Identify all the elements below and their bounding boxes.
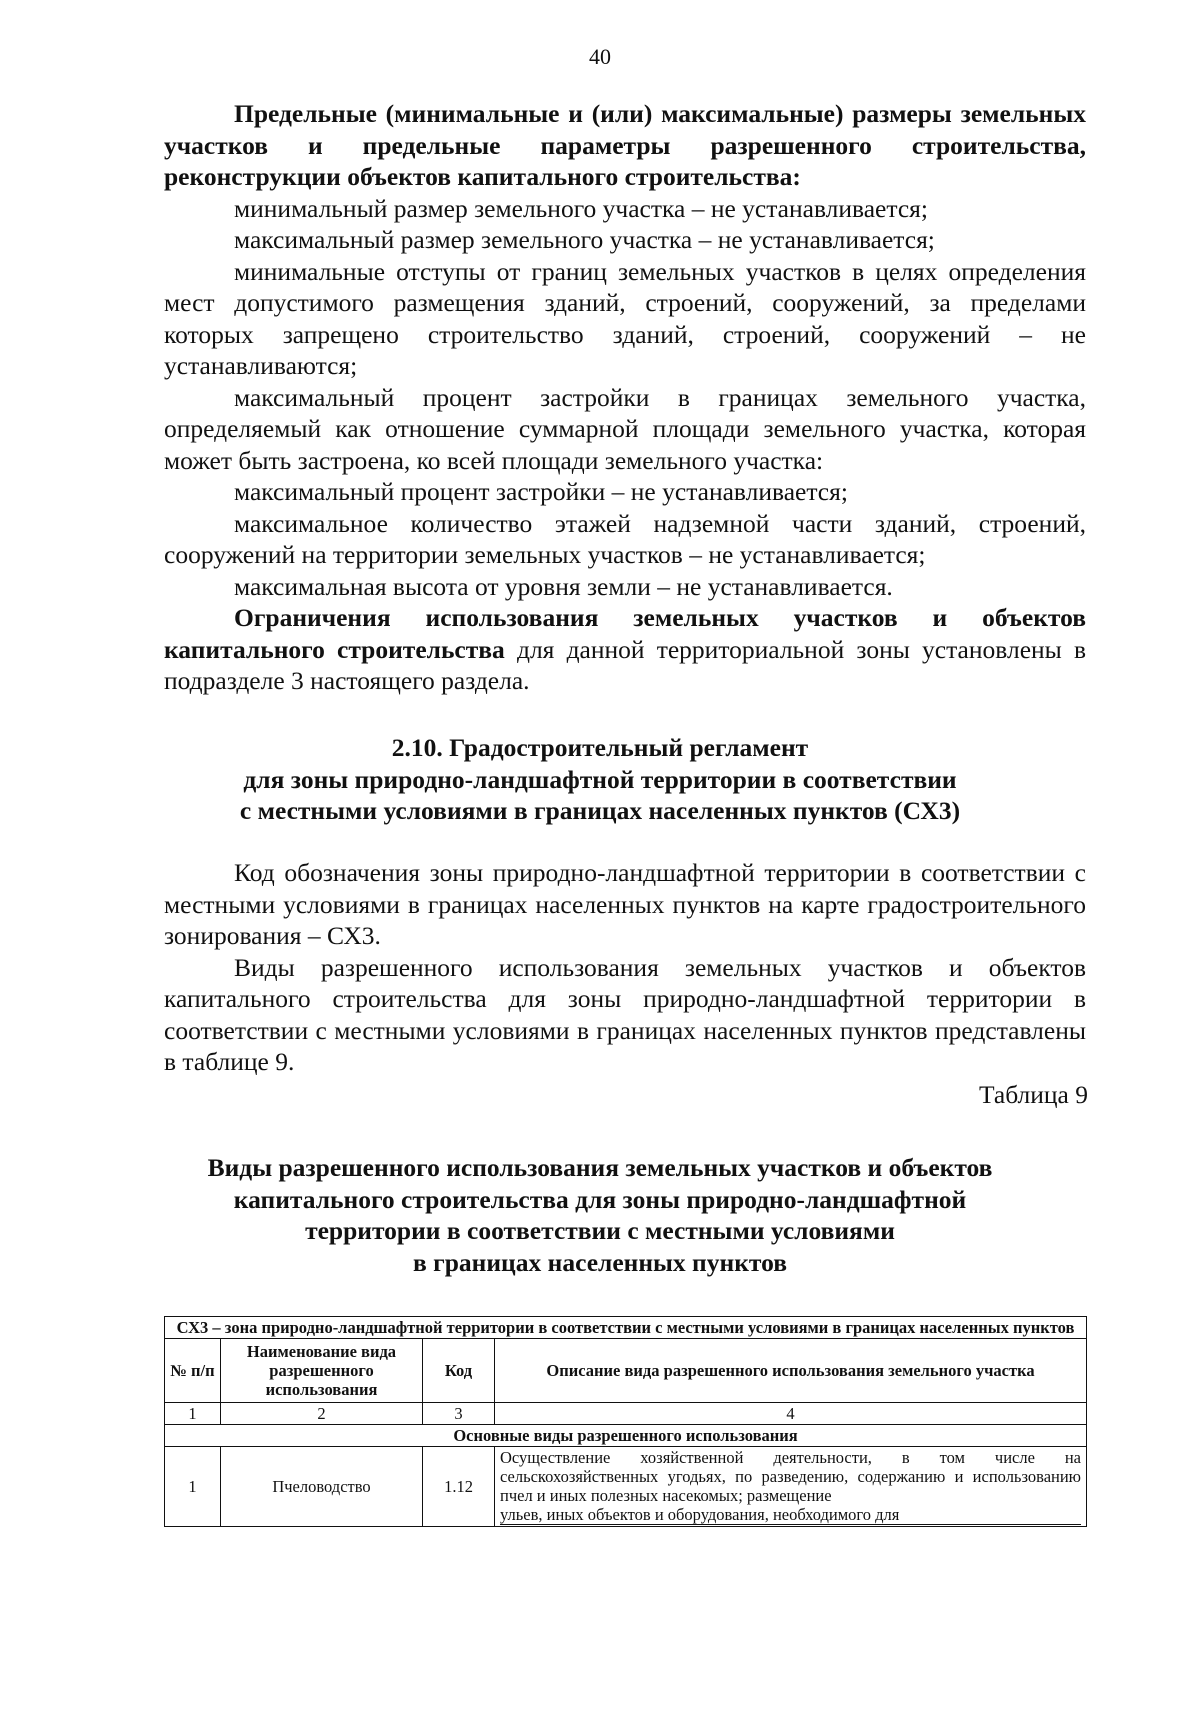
group-header-cell: Основные виды разрешенного использования [165,1425,1087,1447]
table-title [0,1152,1200,1278]
section-body [164,857,1086,1078]
section-heading-line: с местными условиями в границах населенных пунктов (СХ3) [239,796,961,825]
col-header-code: Код [423,1339,495,1403]
row-description-cell [495,1447,1087,1527]
row-code-cell: 1.12 [423,1447,495,1527]
row-num-cell: 1 [165,1447,221,1527]
col-number-cell: 2 [221,1403,423,1425]
table-header-row [165,1339,1087,1403]
paragraph: минимальные отступы от границ земельных участков в целях определения мест допустимого размещения зданий, строений, сооружений, за пределами которых запрещено строительство зданий, строений, сооружений – не устанавливаются; [164,256,1086,380]
regulation-table [164,1316,1087,1527]
table-group-row [165,1425,1087,1447]
limits-title: Предельные (минимальные и (или) максимальные) размеры земельных участков и предельные параметры разрешенного строительства, реконструкции объектов капитального строительства: [164,99,1086,191]
paragraph: максимальное количество этажей надземной части зданий, строений, сооружений на территории земельных участков – не устанавливается; [164,508,1086,569]
table-row [165,1447,1087,1527]
col-number-cell: 1 [165,1403,221,1425]
restrictions-rest: для данной территориальной зоны установлены в подразделе 3 настоящего раздела. [164,634,1086,695]
restrictions-bold: Ограничения использования земельных участков и объектов капитального строительства [164,603,1086,664]
paragraph: максимальный процент застройки в границах земельного участка, определяемый как отношение суммарной площади земельного участка, которая может быть застроена, ко всей площади земельного участка: [164,382,1086,475]
paragraph: Виды разрешенного использования земельных участков и объектов капитального строительства для зоны природно-ландшафтной территории в соответствии с местными условиями в границах населенных пунктов представлены в таблице 9. [164,952,1086,1076]
row-name-cell: Пчеловодство [221,1447,423,1527]
paragraph: максимальный размер земельного участка – не устанавливается; [234,225,935,254]
table-title-line: в границах населенных пунктов [413,1247,787,1277]
section-heading-line: для зоны природно-ландшафтной территории в соответствии [243,764,957,794]
paragraph: Код обозначения зоны природно-ландшафтной территории в соответствии с местными условиями в границах населенных пунктов на карте градостроительного зонирования – СХ3. [164,858,1086,950]
section-heading-line: 2.10. Градостроительный регламент [391,733,809,762]
paragraph: максимальная высота от уровня земли – не устанавливается. [234,571,893,601]
section-heading [0,732,1200,827]
col-number-cell: 4 [495,1403,1087,1425]
table-column-numbers-row [165,1403,1087,1425]
paragraph: минимальный размер земельного участка – не устанавливается; [234,193,928,223]
table-title-line: территории в соответствии с местными условиями [305,1216,895,1245]
table-zone-row [165,1317,1087,1339]
limits-block [164,98,1086,697]
table-reference: Таблица 9 [978,1080,1088,1109]
col-header-num: № п/п [165,1339,221,1403]
col-number-cell: 3 [423,1403,495,1425]
paragraph: максимальный процент застройки – не устанавливается; [234,477,848,506]
zone-header-cell: СХ3 – зона природно-ландшафтной территории в соответствии с местными условиями в границах населенных пунктов [165,1317,1087,1339]
restrictions-paragraph [164,602,1086,697]
col-header-description: Описание вида разрешенного использования земельного участка [495,1339,1087,1403]
table-title-line: капитального строительства для зоны природно-ландшафтной [233,1184,967,1214]
table-title-line: Виды разрешенного использования земельных участков и объектов [207,1153,993,1182]
row-description-cut-line: ульев, иных объектов и оборудования, необходимого для [500,1505,1081,1525]
row-description-text: Осуществление хозяйственной деятельности, в том числе на сельскохозяйственных угодьях, по разведению, содержанию и использованию пчел и иных полезных насекомых; размещение [500,1448,1082,1505]
col-header-name: Наименование вида разрешенного использования [221,1339,423,1403]
page-number: 40 [589,44,611,69]
